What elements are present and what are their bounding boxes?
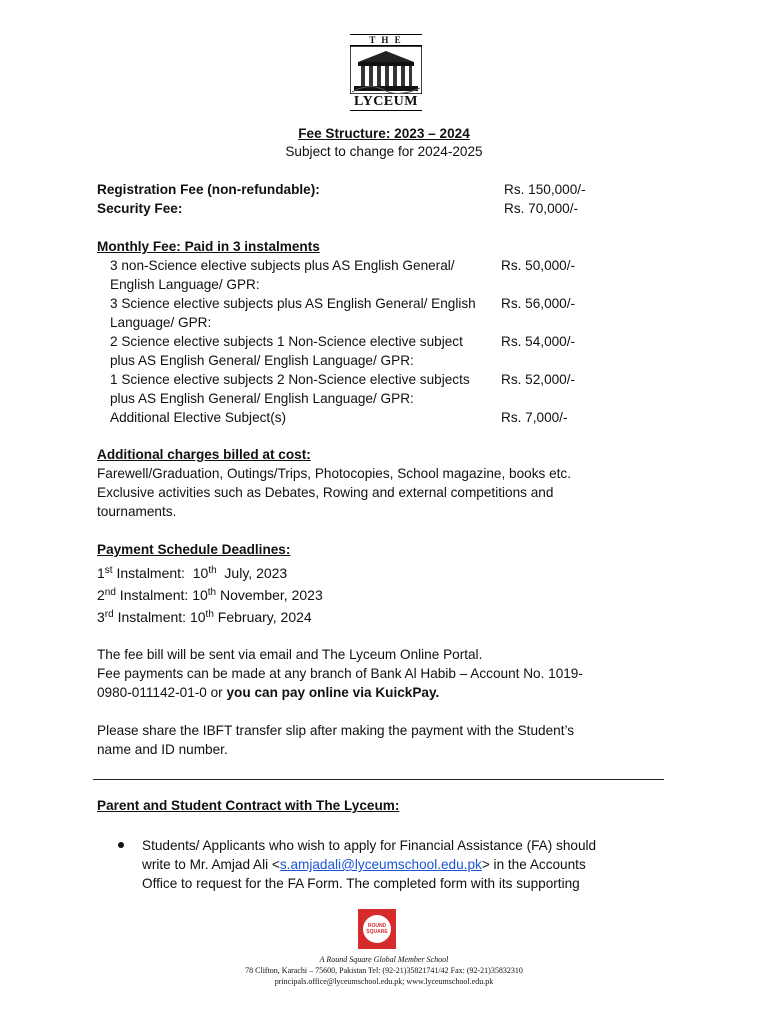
ordinal: th [205, 609, 214, 620]
footer-tagline: A Round Square Global Member School [319, 955, 449, 964]
monthly-fee-heading: Monthly Fee: Paid in 3 instalments [97, 239, 320, 254]
schedule-row [97, 608, 312, 627]
additional-charges-text: Farewell/Graduation, Outings/Trips, Photocopies, School magazine, books etc. [97, 466, 572, 481]
registration-fee-label: Registration Fee (non-refundable): [97, 182, 320, 197]
instalment-day: 10 [192, 565, 209, 581]
kuickpay-note: you can pay online via KuickPay. [226, 685, 440, 700]
registration-fee-amount: Rs. 150,000/- [504, 182, 586, 197]
contract-text-part: > in the Accounts [481, 857, 586, 872]
round-square-badge [363, 915, 391, 943]
ordinal: rd [104, 609, 114, 620]
instalment-day: 10 [192, 587, 208, 603]
schedule-row [97, 586, 323, 605]
instalment-date: July, 2023 [220, 565, 288, 581]
ordinal: nd [104, 587, 116, 598]
section-divider [93, 779, 664, 780]
security-fee-amount: Rs. 70,000/- [504, 201, 579, 216]
security-fee-label: Security Fee: [97, 201, 183, 216]
footer-address: 78 Clifton, Karachi – 75600, Pakistan Tel: (92-21)35821741/42 Fax: (92-21)35832310 [245, 966, 523, 975]
instalment-number: 2 [97, 587, 105, 603]
monthly-item-label: 1 Science elective subjects 2 Non-Science elective subjects [110, 372, 470, 387]
instalment-date: November, 2023 [216, 587, 323, 603]
contract-text-part: write to Mr. Amjad Ali < [142, 857, 280, 872]
instalment-label: Instalment: [113, 609, 187, 625]
monthly-item-label: 3 non-Science elective subjects plus AS English General/ [110, 258, 455, 273]
monthly-item-amount: Rs. 52,000/- [501, 372, 576, 387]
monthly-item-label: Language/ GPR: [110, 315, 212, 330]
page-subtitle: Subject to change for 2024-2025 [285, 144, 483, 159]
additional-charges-text: Exclusive activities such as Debates, Rowing and external competitions and [97, 485, 554, 500]
monthly-item-label: Additional Elective Subject(s) [110, 410, 287, 425]
ibft-text: Please share the IBFT transfer slip after making the payment with the Student’s [97, 723, 575, 738]
ordinal: th [207, 587, 217, 598]
bullet-icon [118, 842, 124, 848]
additional-charges-heading: Additional charges billed at cost: [97, 447, 311, 462]
ibft-text: name and ID number. [97, 742, 228, 757]
monthly-item-label: plus AS English General/ English Language/ GPR: [110, 353, 414, 368]
contract-bullet-text [142, 855, 586, 874]
page-title: Fee Structure: 2023 – 2024 [298, 126, 470, 141]
billing-text: Fee payments can be made at any branch of Bank Al Habib – Account No. 1019- [97, 666, 583, 681]
monthly-item-label: English Language/ GPR: [110, 277, 260, 292]
instalment-label: Instalment: [112, 565, 185, 581]
ordinal: th [208, 565, 217, 576]
billing-text [97, 683, 439, 702]
contract-heading: Parent and Student Contract with The Lyceum: [97, 798, 400, 813]
schedule-row [97, 564, 287, 583]
account-number: 0980-011142-01-0 or [97, 685, 227, 700]
monthly-item-amount: Rs. 50,000/- [501, 258, 576, 273]
instalment-date: February, 2024 [213, 609, 312, 625]
contract-bullet-text: Students/ Applicants who wish to apply for Financial Assistance (FA) should [142, 838, 597, 853]
round-square-logo [358, 909, 396, 949]
contract-bullet-text: Office to request for the FA Form. The completed form with its supporting [142, 876, 580, 891]
monthly-item-label: plus AS English General/ English Language/ GPR: [110, 391, 414, 406]
additional-charges-text: tournaments. [97, 504, 177, 519]
instalment-number: 1 [97, 565, 105, 581]
badge-text: ROUND [367, 923, 387, 929]
instalment-label: Instalment: [115, 587, 189, 603]
billing-text: The fee bill will be sent via email and The Lyceum Online Portal. [97, 647, 483, 662]
ordinal: st [104, 565, 113, 576]
monthly-item-amount: Rs. 7,000/- [501, 410, 568, 425]
monthly-item-label: 2 Science elective subjects 1 Non-Science elective subject [110, 334, 463, 349]
instalment-day: 10 [189, 609, 206, 625]
monthly-item-amount: Rs. 56,000/- [501, 296, 576, 311]
logo-the: T H E [350, 34, 422, 46]
monthly-item-amount: Rs. 54,000/- [501, 334, 576, 349]
email-link[interactable]: s.amjadali@lyceumschool.edu.pk [279, 857, 482, 872]
temple-icon [350, 46, 422, 94]
footer-contact: principals.office@lyceumschool.edu.pk; www.lyceumschool.edu.pk [274, 977, 494, 986]
monthly-item-label: 3 Science elective subjects plus AS English General/ English [110, 296, 476, 311]
payment-schedule-heading: Payment Schedule Deadlines: [97, 542, 291, 557]
instalment-number: 3 [97, 609, 105, 625]
logo-name: LYCEUM [350, 94, 422, 111]
badge-text: SQUARE [366, 929, 388, 935]
lyceum-logo [350, 34, 422, 111]
